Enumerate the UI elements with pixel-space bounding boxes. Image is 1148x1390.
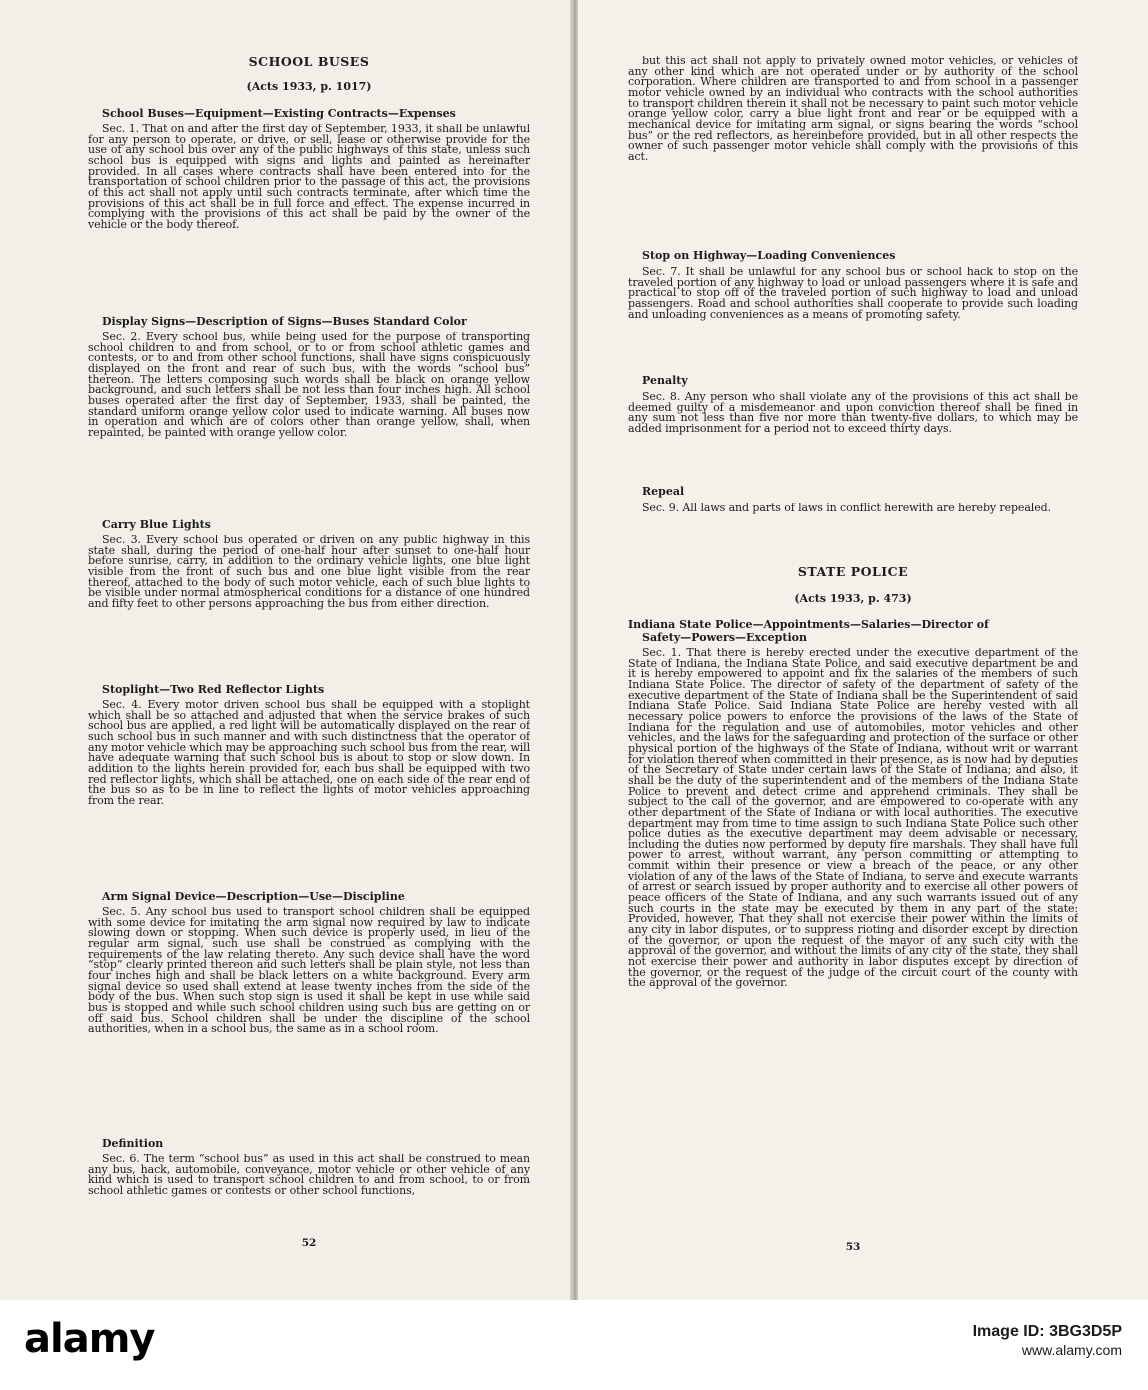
section-8-text: Sec. 8. Any person who shall violate any of the provisions of this act shall be deemed guilty of a misdemeanor and upon conviction thereof shall be fined in any sum not less than five nor more than twenty-five dollars, to which may be added imprisonment for a period not to exceed thirty days. <box>628 392 1078 435</box>
heading-repeal: Repeal <box>642 486 685 498</box>
section-6-text: Sec. 6. The term “school bus” as used in this act shall be construed to mean any bus, hack, automobile, conveyance, motor vehicle or other vehicle of any kind which is used to transport school children to and from school, to or from school athletic games or contests or other school functions, <box>88 1154 530 1197</box>
alamy-logo: alamy <box>24 1316 155 1362</box>
page-53 <box>578 0 1148 1300</box>
image-id: Image ID: 3BG3D5P <box>972 1323 1122 1340</box>
heading-carry-blue-lights: Carry Blue Lights <box>102 519 211 531</box>
section-title-state-police: STATE POLICE <box>797 564 909 579</box>
page-number-53: 53 <box>845 1241 861 1253</box>
stock-footer-bar <box>0 1300 1148 1390</box>
section-1-text: Sec. 1. That on and after the first day of September, 1933, it shall be unlawful for any person to operate, or drive, or sell, lease or otherwise provide for the use of any school bus over any of the public highways of this state, unless such school bus is equipped with signs and lights and painted as hereinafter provided. In all cases where contracts shall have been entered into for the transportation of school children prior to the passage of this act, the provisions of this act shall not apply until such contracts terminate, after which time the provisions of this act shall be in full force and effect. The expense incurred in complying with the provisions of this act shall be paid by the owner of the vehicle or the body thereof. <box>88 124 530 231</box>
heading-display-signs: Display Signs—Description of Signs—Buses Standard Color <box>102 316 467 328</box>
page-52 <box>0 0 572 1300</box>
heading-indiana-state-police-line2: Safety—Powers—Exception <box>642 632 807 644</box>
section-5-text: Sec. 5. Any school bus used to transport school children shall be equipped with some device for imitating the arm signal now required by law to indicate slowing down or stopping. When such device is properly used, in lieu of the regular arm signal, such use shall be construed as complying with the requirements of the law relating thereto. Any such device shall have the word “stop” clearly printed thereon and such letters shall be plain style, not less than four inches high and shall be black letters on a white background. Every arm signal device so used shall extend at lease twenty inches from the side of the body of the bus. When such stop sign is used it shall be kept in use while said bus is stopped and while such school children using such bus are getting on or off said bus. School children shall be under the discipline of the school authorities, when in a school bus, the same as in a school room. <box>88 907 530 1036</box>
section-4-text: Sec. 4. Every motor driven school bus shall be equipped with a stoplight which shall be so attached and adjusted that when the service brakes of such school bus are applied, a red light will be automatically displayed on the rear of such school bus in such manner and with such distinctness that the operator of any motor vehicle which may be approaching such school bus from the rear, will have adequate warning that such school bus is about to stop or slow down. In addition to the lights herein provided for, each bus shall be equipped with two red reflector lights, which shall be attached, one on each side of the rear end of the bus so as to be in line to reflect the lights of motor vehicles approaching from the rear. <box>88 700 530 807</box>
heading-arm-signal-device: Arm Signal Device—Description—Use—Discipline <box>102 891 405 903</box>
section-9-text: Sec. 9. All laws and parts of laws in conflict herewith are hereby repealed. <box>642 503 1051 514</box>
heading-stop-on-highway: Stop on Highway—Loading Conveniences <box>642 250 896 262</box>
page-number-52: 52 <box>301 1237 317 1249</box>
footer-url: www.alamy.com <box>1021 1342 1122 1358</box>
section-reference-state-police: (Acts 1933, p. 473) <box>794 592 912 605</box>
heading-penalty: Penalty <box>642 375 688 387</box>
heading-school-buses-equipment: School Buses—Equipment—Existing Contracts—Expenses <box>102 108 456 120</box>
heading-stoplight: Stoplight—Two Red Reflector Lights <box>102 684 325 696</box>
section-7-text: Sec. 7. It shall be unlawful for any school bus or school hack to stop on the traveled portion of any highway to load or unload passengers where it is safe and practical to stop off of the traveled portion of such highway to load and unload passengers. Road and school authorities shall cooperate to provide such loading and unloading conveniences as a means of promoting safety. <box>628 267 1078 321</box>
section-6-continuation: but this act shall not apply to privately owned motor vehicles, or vehicles of any other kind which are not operated under or by authority of the school corporation. Where children are transported to and from school in a passenger motor vehicle owned by an individual who contracts with the school authorities to transport children therein it shall not be necessary to paint such motor vehicle orange yellow color, carry a blue light front and rear or be equipped with a mechanical device for imitating arm signal, or signs bearing the words “school bus” or the red reflectors, as hereinbefore provided, but in all other respects the owner of such passenger motor vehicle shall comply with the provisions of this act. <box>628 56 1078 163</box>
footer-image-info <box>973 1322 1122 1360</box>
state-police-section-1-text: Sec. 1. That there is hereby erected under the executive department of the State of Indiana, the Indiana State Police, and said executive department be and it is hereby empowered to appoint and fix the salaries of the members of such Indiana State Police. The director of safety of the department of safety of the executive department of the State of Indiana shall be the Superintendent of said Indiana State Police. Said Indiana State Police are hereby vested with all necessary police powers to enforce the provisions of the laws of the State of Indiana for the regulation and use of automobiles, motor vehicles and other vehicles, and the laws for the safeguarding and protection of the surface or other physical portion of the highways of the State of Indiana, without writ or warrant for violation thereof when committed in their presence, as is now had by deputies of the Secretary of State under certain laws of the State of Indiana; and also, it shall be the duty of the superintendent and of the members of the Indiana State Police to prevent and detect crime and apprehend criminals. They shall be subject to the call of the governor, and are empowered to co-operate with any other department of the State of Indiana or with local authorities. The executive department may from time to time assign to such Indiana State Police such other police duties as the executive department may deem advisable or necessary, including the duties now performed by deputy fire marshals. They shall have full power to arrest, without warrant, any person committing or attempting to commit within their presence or view a breach of the peace, or any other violation of any of the laws of the State of Indiana, to serve and execute warrants of arrest or search issued by proper authority and to exercise all other powers of peace officers of the State of Indiana, and any such warrants issued out of any such courts in the state may be executed by them in any part of the state: Provided, however, That they shall not exercise their power within the limits of any city in labor disputes, or to suppress rioting and disorder except by direction of the governor, or upon the request of the mayor of any such city with the approval of the governor, and without the limits of any city of the state, they shall not exercise their power and authority in labor disputes except by direction of the governor, or the request of the judge of the circuit court of the county with the approval of the governor. <box>628 648 1078 990</box>
section-reference: (Acts 1933, p. 1017) <box>246 80 372 93</box>
section-3-text: Sec. 3. Every school bus operated or driven on any public highway in this state shall, during the period of one-half hour after sunset to one-half hour before sunrise, carry, in addition to the ordinary vehicle lights, one blue light visible from the front of such bus and one blue light visible from the rear thereof, attached to the body of such motor vehicle, each of such blue lights to be visible under normal atmospherical conditions for a distance of one hundred and fifty feet to other persons approaching the bus from either direction. <box>88 535 530 610</box>
heading-indiana-state-police-line1: Indiana State Police—Appointments—Salaries—Director of <box>628 619 989 631</box>
heading-definition: Definition <box>102 1138 164 1150</box>
section-2-text: Sec. 2. Every school bus, while being used for the purpose of transporting school children to and from school, or to or from school athletic games and contests, or to and from other school functions, shall have signs conspicuously displayed on the front and rear of such bus, with the words “school bus” thereon. The letters composing such words shall be black on orange yellow background, and such letters shall be not less than four inches high. All school buses operated after the first day of September, 1933, shall be painted, the standard uniform orange yellow color used to indicate warning. All buses now in operation and which are of colors other than orange yellow, shall, when repainted, be painted with orange yellow color. <box>88 332 530 439</box>
section-title-school-buses: SCHOOL BUSES <box>248 54 370 69</box>
